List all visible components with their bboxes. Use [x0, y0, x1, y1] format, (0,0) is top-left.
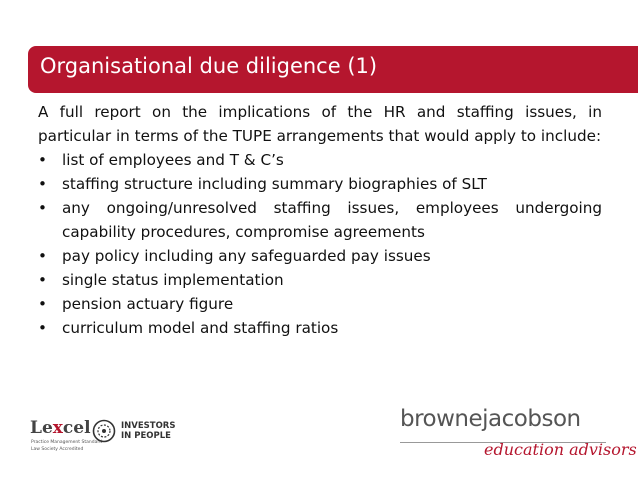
bullet-icon: •: [38, 247, 47, 265]
firm-logo: brownejacobson: [400, 406, 581, 432]
list-item-text: list of employees and T & C’s: [62, 151, 284, 169]
list-item-text: single status implementation: [62, 271, 284, 289]
footer: [0, 404, 638, 479]
slide-content: [38, 100, 602, 340]
bullet-icon: •: [38, 175, 47, 193]
lexcel-wordmark: Lexcel: [30, 418, 91, 438]
intro-paragraph: A full report on the implications of the HR and staffing issues, in particular in terms of the TUPE arrangements that would apply to include:: [38, 103, 602, 145]
investors-in-people-icon: [92, 419, 116, 443]
list-item: [38, 172, 602, 196]
title-bar: [28, 46, 638, 93]
list-item: [38, 292, 602, 316]
bullet-icon: •: [38, 295, 47, 313]
lexcel-subtitle: Practice Management Standard: [31, 440, 102, 445]
list-item-text: staffing structure including summary biographies of SLT: [62, 175, 487, 193]
bullet-list: [38, 148, 602, 340]
list-item-text: any ongoing/unresolved staffing issues, employees undergoing capability procedures, compromise agreements: [62, 199, 602, 241]
lexcel-logo: [30, 418, 102, 454]
list-item-text: pension actuary figure: [62, 295, 234, 313]
list-item-text: curriculum model and staffing ratios: [62, 319, 339, 337]
lexcel-accreditation: Law Society Accredited: [31, 447, 84, 452]
list-item: [38, 268, 602, 292]
bullet-icon: •: [38, 199, 47, 217]
slide-title: Organisational due diligence (1): [40, 54, 378, 78]
bullet-icon: •: [38, 151, 47, 169]
list-item: [38, 244, 602, 268]
bullet-icon: •: [38, 319, 47, 337]
list-item-text: pay policy including any safeguarded pay issues: [62, 247, 431, 265]
list-item: [38, 316, 602, 340]
firm-tagline: education advisors: [484, 440, 637, 459]
list-item: [38, 196, 602, 244]
list-item: [38, 148, 602, 172]
bullet-icon: •: [38, 271, 47, 289]
investors-in-people-logo: INVESTORS IN PEOPLE: [121, 421, 176, 441]
